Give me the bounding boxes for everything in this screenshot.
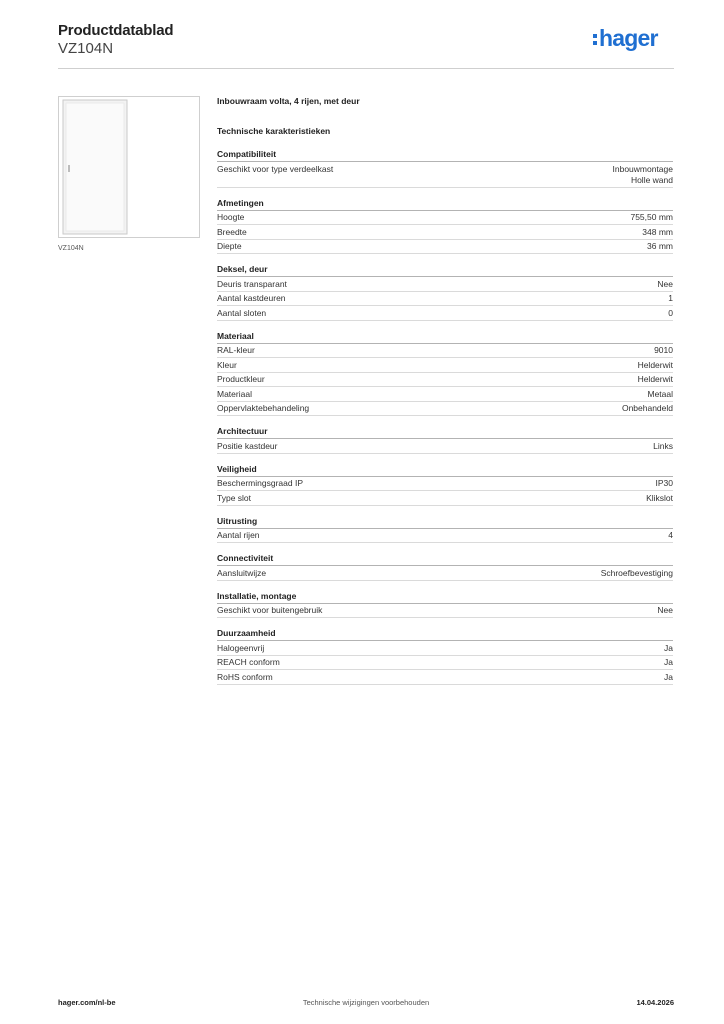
technical-characteristics-heading: Technische karakteristieken [217,126,331,136]
spec-value [638,374,673,385]
spec-section [217,425,673,454]
spec-label: Geschikt voor buitengebruik [217,605,323,615]
spec-value [668,308,673,319]
section-title: Afmetingen [217,197,673,211]
logo-dot-bottom [593,41,597,45]
logo-dot-top [593,34,597,38]
section-title: Uitrusting [217,515,673,529]
door-lock-icon [68,165,70,172]
spec-row [217,529,673,544]
logo-text: hager [599,25,658,51]
spec-section [217,263,673,321]
spec-value [664,657,673,668]
spec-row [217,402,673,417]
footer-website: hager.com/nl-be [58,998,116,1007]
spec-row [217,566,673,581]
spec-label: Aantal kastdeuren [217,293,286,303]
section-title: Installatie, montage [217,590,673,604]
spec-value-line: Ja [664,642,673,653]
spec-value [601,568,673,579]
spec-label: Materiaal [217,388,252,399]
spec-value-line: Ja [664,657,673,667]
spec-sections [217,148,673,685]
spec-row [217,292,673,307]
header-divider [58,68,674,69]
spec-row [217,656,673,671]
spec-row [217,641,673,656]
spec-value-line: Schroefbevestiging [600,567,673,578]
spec-value [647,241,673,252]
section-title: Materiaal [217,330,673,344]
spec-value [642,227,673,238]
spec-label: Halogeenvrij [217,642,265,653]
spec-value-line: Ja [664,671,673,682]
spec-value-line: 348 mm [642,226,673,237]
spec-section [217,590,673,619]
spec-value [664,672,673,683]
section-title: Compatibiliteit [217,148,673,162]
spec-label: Beschermingsgraad IP [217,478,303,488]
section-title: Duurzaamheid [217,627,673,641]
page-footer [58,998,674,1012]
spec-label: Aansluitwijze [217,567,267,578]
spec-section [217,197,673,255]
spec-row [217,240,673,255]
spec-value [622,403,673,414]
section-title: Deksel, deur [217,263,673,277]
spec-label: Productkleur [217,374,265,384]
spec-value [664,643,673,654]
spec-value-line: 0 [668,307,673,318]
section-title: Veiligheid [217,463,673,477]
spec-section [217,515,673,544]
spec-label: Positie kastdeur [217,440,278,451]
spec-section [217,148,673,188]
spec-value-line: Klikslot [646,492,673,503]
spec-row [217,358,673,373]
spec-label: REACH conform [217,657,280,667]
footer-disclaimer: Technische wijzigingen voorbehouden [302,998,430,1007]
spec-value-line: Inbouwmontage [612,163,673,174]
spec-value-line: Onbehandeld [621,403,673,413]
spec-value [654,345,673,356]
spec-value-line: Nee [657,605,673,615]
spec-value [638,360,673,371]
spec-value [668,530,673,541]
spec-value-line: Helderwit [637,374,673,384]
spec-label: Breedte [217,226,247,237]
spec-value [657,279,673,290]
page-header [58,20,674,70]
spec-label: Oppervlaktebehandeling [217,403,310,413]
spec-section [217,463,673,506]
specifications-content [217,96,673,694]
spec-row [217,439,673,454]
hager-logo [592,24,674,54]
section-title: Connectiviteit [217,552,673,566]
product-image [58,96,200,238]
spec-value-line: Nee [657,278,673,289]
spec-value [657,605,673,616]
spec-label: Kleur [217,359,237,370]
spec-value-line: Metaal [647,388,673,399]
footer-date: 14.04.2026 [636,998,674,1007]
spec-value [613,164,674,186]
spec-label: Aantal rijen [217,530,260,540]
spec-label: Aantal sloten [217,307,267,318]
spec-row [217,373,673,388]
spec-value-line: 755,50 mm [630,212,673,222]
spec-row [217,344,673,359]
spec-label: Diepte [217,241,242,251]
section-title: Architectuur [217,425,673,439]
product-description: Inbouwraam volta, 4 rijen, met deur [217,96,360,106]
spec-value-line: 4 [668,530,673,540]
spec-value [656,478,674,489]
spec-value-line: IP30 [655,478,673,488]
spec-label: Deuris transparant [217,278,287,289]
spec-label: RAL-kleur [217,345,255,355]
spec-value-line: Helderwit [637,359,673,370]
spec-row [217,211,673,226]
spec-value-line: Holle wand [630,174,673,185]
image-caption: VZ104N [58,245,84,252]
spec-label: Geschikt voor type verdeelkast [217,163,334,174]
spec-row [217,477,673,492]
spec-row [217,277,673,292]
document-title: Productdatablad [58,22,174,39]
spec-value [653,441,673,452]
spec-row [217,387,673,402]
spec-section [217,552,673,581]
spec-value-line: 9010 [654,345,673,355]
spec-value [646,493,673,504]
flush-enclosure-door-image [59,97,199,237]
spec-value-line: 36 mm [647,241,673,251]
spec-label: RoHS conform [217,671,273,682]
spec-row [217,306,673,321]
spec-label: Type slot [217,492,252,503]
spec-row [217,670,673,685]
spec-value-line: 1 [668,293,673,303]
spec-row [217,604,673,619]
spec-value-line: Links [653,440,673,451]
spec-label: Hoogte [217,212,245,222]
spec-row [217,225,673,240]
spec-value [647,389,673,400]
spec-value [630,212,673,223]
product-reference: VZ104N [58,40,114,57]
spec-section [217,627,673,685]
spec-value [668,293,673,304]
spec-row [217,491,673,506]
spec-section [217,330,673,417]
spec-row [217,162,673,188]
